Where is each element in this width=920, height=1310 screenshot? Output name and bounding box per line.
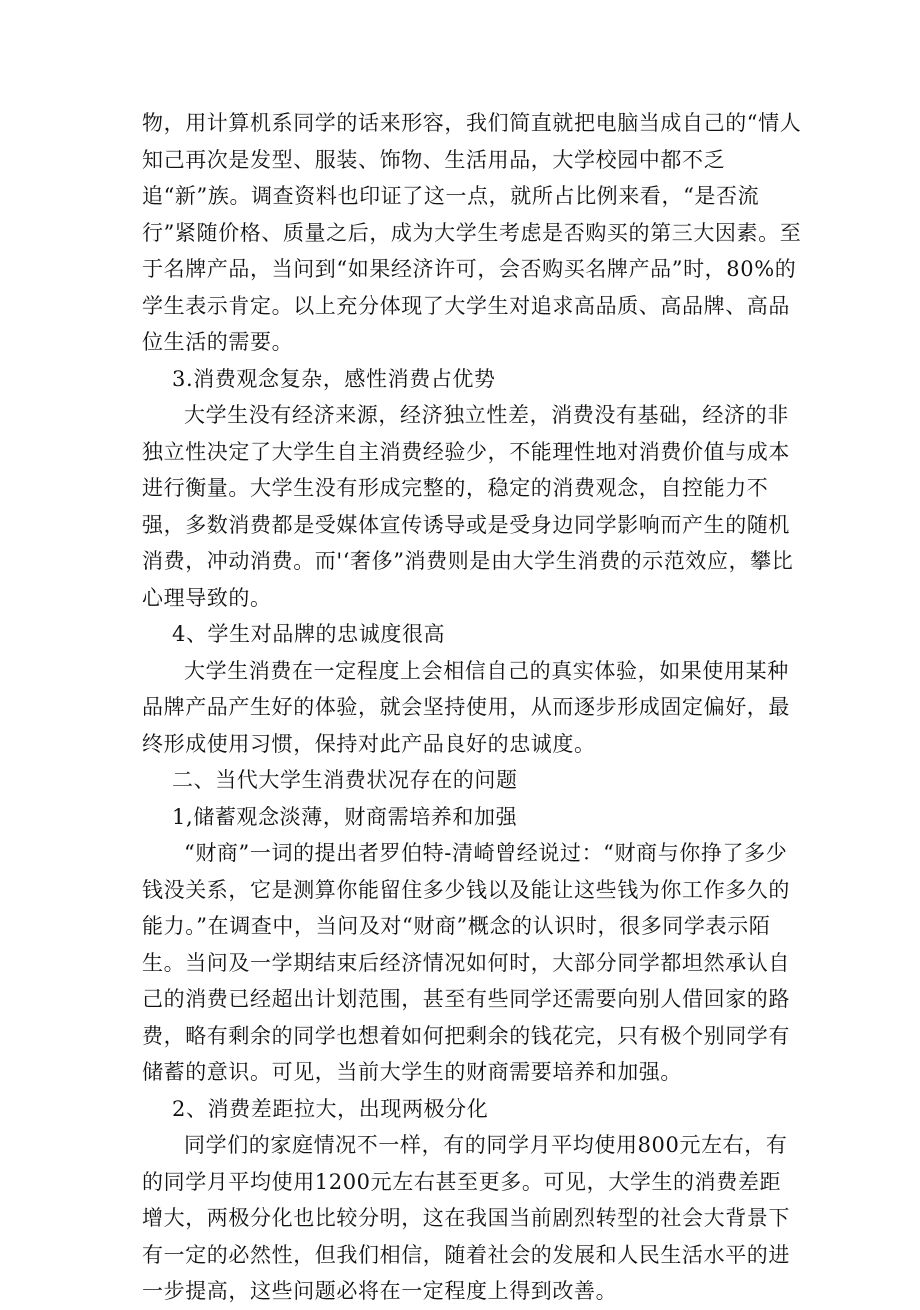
heading-emotional-consumption: 3.消费观念复杂，感性消费占优势 — [172, 366, 496, 391]
heading-section-problems: 二、当代大学生消费状况存在的问题 — [172, 768, 518, 792]
document-body — [142, 105, 802, 1310]
heading-brand-loyalty: 4、学生对品牌的忠诚度很高 — [172, 622, 446, 646]
paragraph-financial-quotient: “财商”一词的提出者罗伯特-清崎曾经说过：“财商与你挣了多少钱没关系，它是测算你能留住多少钱以及能让这些钱为你工作多久的能力。”在调查中，当问及对“财商”概念的认识时，很多同学表示陌生。当问及一学期结束后经济情况如何时，大部分同学都坦然承认自己的消费已经超出计划范围，甚至有些同学还需要向别人借回家的路费，略有剩余的同学也想着如何把剩余的钱花完，只有极个别同学有储蓄的意识。可见，当前大学生的财商需要培养和加强。 — [142, 841, 790, 1084]
paragraph-consumption-gap: 同学们的家庭情况不一样，有的同学月平均使用800元左右，有的同学月平均使用1200元左右甚至更多。可见，大学生的消费差距增大，两极分化也比较分明，这在我国当前剧烈转型的社会大背景下有一定的必然性，但我们相信，随着社会的发展和人民生活水平的进一步提高，这些问题必将在一定程度上得到改善。 — [142, 1133, 790, 1303]
heading-consumption-gap: 2、消费差距拉大，出现两极分化 — [172, 1096, 489, 1121]
paragraph-emotional-consumption: 大学生没有经济来源，经济独立性差，消费没有基础，经济的非独立性决定了大学生自主消费经验少，不能理性地对消费价值与成本进行衡量。大学生没有形成完整的，稳定的消费观念，自控能力不强，多数消费都是受媒体宣传诱导或是受身边同学影响而产生的随机消费，冲动消费。而'‘奢侈”消费则是由大学生消费的示范效应，攀比心理导致的。 — [142, 403, 794, 610]
paragraph-brand-loyalty: 大学生消费在一定程度上会相信自己的真实体验，如果使用某种品牌产品产生好的体验，就会坚持使用，从而逐步形成固定偏好，最终形成使用习惯，保持对此产品良好的忠诚度。 — [142, 658, 790, 756]
paragraph-consumption-trends: 物，用计算机系同学的话来形容，我们简直就把电脑当成自己的“情人知己再次是发型、服装、饰物、生活用品，大学校园中都不乏追“新”族。调查资料也印证了这一点，就所占比例来看，“是否流行”紧随价格、质量之后，成为大学生考虑是否购买的第三大因素。至于名牌产品，当问到“如果经济许可，会否购买名牌产品”时，80%的学生表示肯定。以上充分体现了大学生对追求高品质、高品牌、高品位生活的需要。 — [142, 111, 802, 354]
heading-savings-awareness: 1,储蓄观念淡薄，财商需培养和加强 — [172, 804, 518, 829]
